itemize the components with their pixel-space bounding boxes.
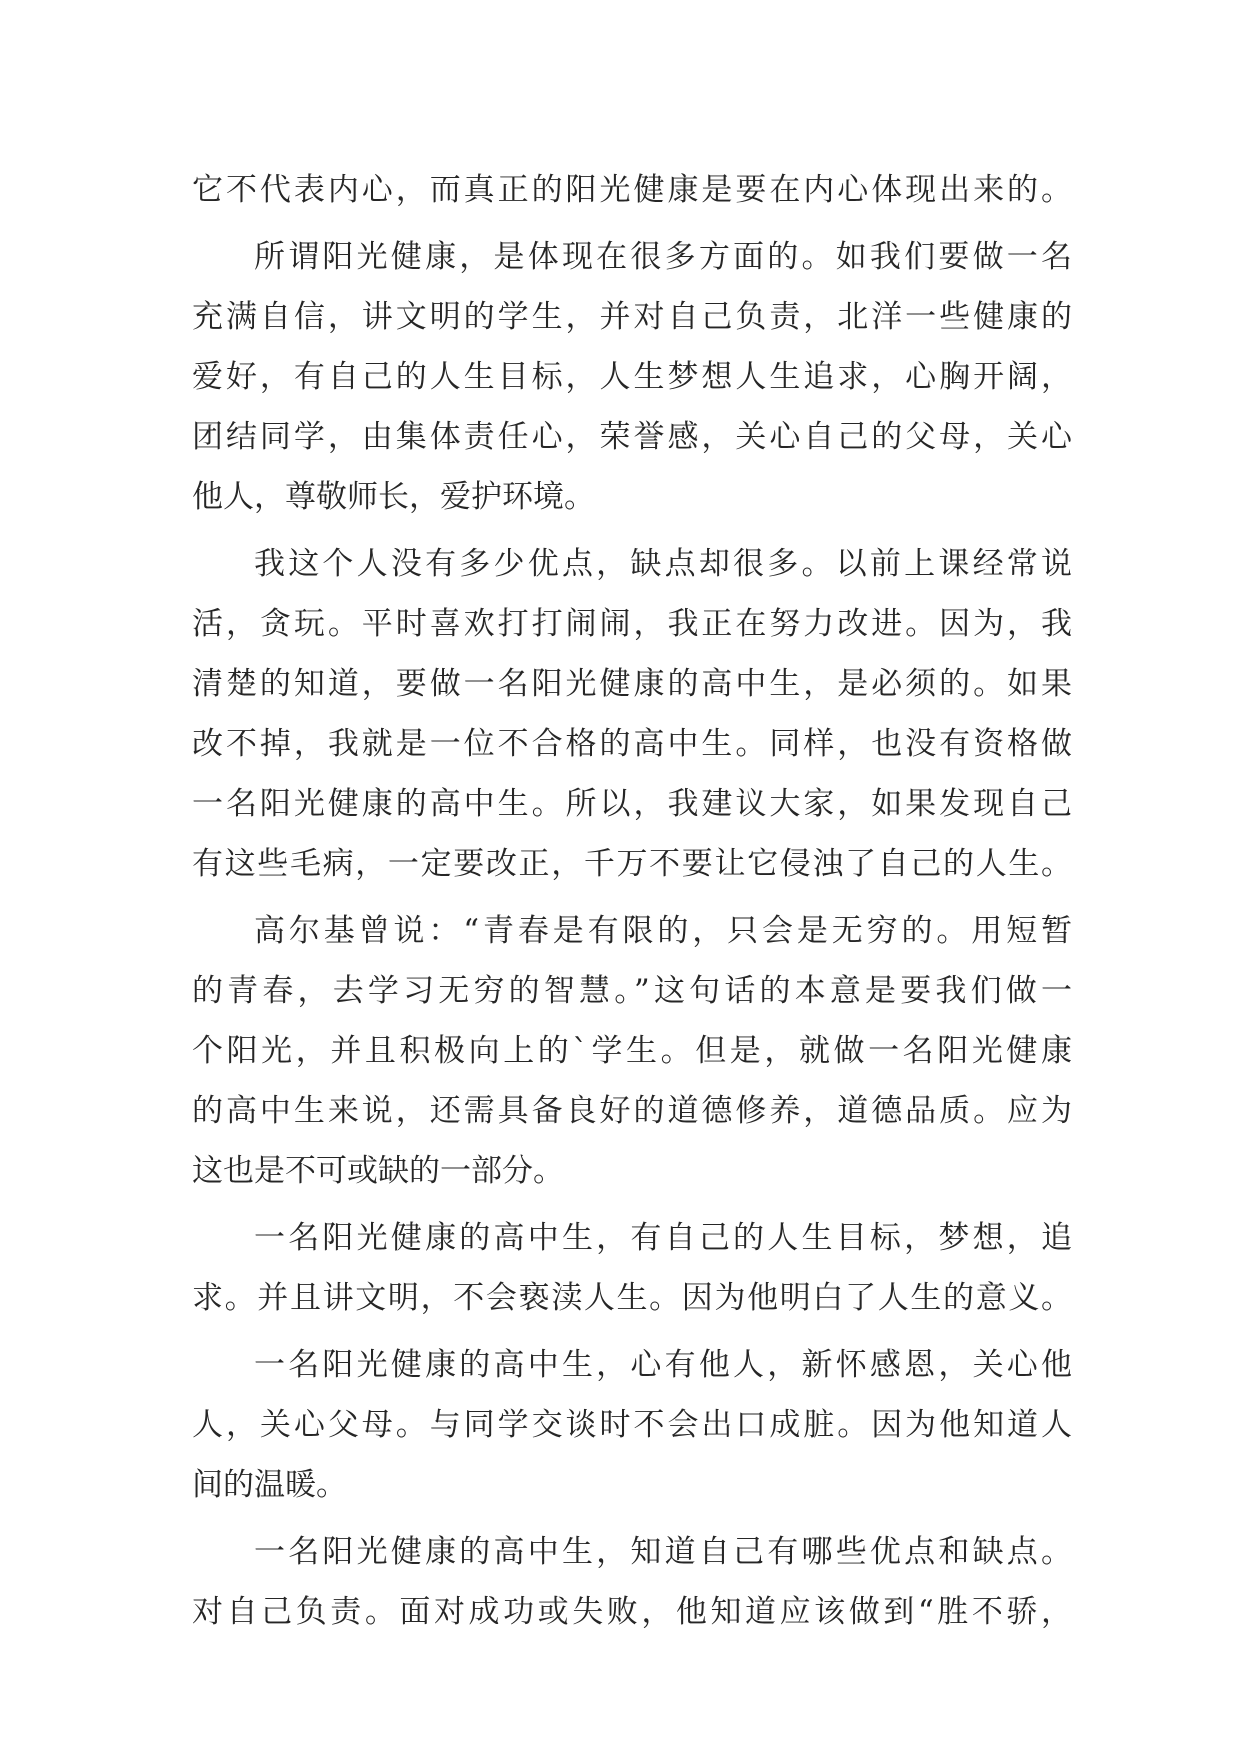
text-line: 充满自信，讲文明的学生，并对自己负责，北洋一些健康的 xyxy=(192,299,1072,335)
paragraph xyxy=(192,1335,1072,1515)
text-line: 改不掉，我就是一位不合格的高中生。同样，也没有资格做 xyxy=(192,726,1072,762)
text-line: 一名阳光健康的高中生。所以，我建议大家，如果发现自己 xyxy=(192,786,1072,822)
text-line: 间的温暖。 xyxy=(192,1467,347,1503)
text-line: 他人，尊敬师长，爱护环境。 xyxy=(192,479,595,515)
text-line: 爱好，有自己的人生目标，人生梦想人生追求，心胸开阔， xyxy=(192,359,1072,395)
text-line: 对自己负责。面对成功或失败，他知道应该做到“胜不骄， xyxy=(192,1594,1072,1630)
paragraph xyxy=(192,534,1072,894)
paragraph xyxy=(192,1208,1072,1328)
text-line: 所谓阳光健康，是体现在很多方面的。如我们要做一名 xyxy=(254,239,1072,275)
text-line: 求。并且讲文明，不会亵渎人生。因为他明白了人生的意义。 xyxy=(192,1280,1072,1316)
text-line: 人，关心父母。与同学交谈时不会出口成脏。因为他知道人 xyxy=(192,1407,1072,1443)
paragraph xyxy=(192,227,1072,527)
text-line: 的高中生来说，还需具备良好的道德修养，道德品质。应为 xyxy=(192,1093,1072,1129)
text-line: 活，贪玩。平时喜欢打打闹闹，我正在努力改进。因为，我 xyxy=(192,606,1072,642)
text-line: 这也是不可或缺的一部分。 xyxy=(192,1153,564,1189)
text-line: 的青春，去学习无穷的智慧。”这句话的本意是要我们做一 xyxy=(192,973,1072,1009)
text-line: 我这个人没有多少优点，缺点却很多。以前上课经常说 xyxy=(254,546,1072,582)
text-line: 清楚的知道，要做一名阳光健康的高中生，是必须的。如果 xyxy=(192,666,1072,702)
text-line: 团结同学，由集体责任心，荣誉感，关心自己的父母，关心 xyxy=(192,419,1072,455)
text-line: 一名阳光健康的高中生，心有他人，新怀感恩，关心他 xyxy=(254,1347,1072,1383)
text-line: 一名阳光健康的高中生，知道自己有哪些优点和缺点。 xyxy=(254,1534,1072,1570)
paragraph xyxy=(192,160,1072,220)
text-line: 它不代表内心，而真正的阳光健康是要在内心体现出来的。 xyxy=(192,172,1072,208)
document-page xyxy=(192,160,1072,1642)
text-line: 一名阳光健康的高中生，有自己的人生目标，梦想，追 xyxy=(254,1220,1072,1256)
text-line: 有这些毛病，一定要改正，千万不要让它侵浊了自己的人生。 xyxy=(192,846,1072,882)
text-line: 个阳光，并且积极向上的`学生。但是，就做一名阳光健康 xyxy=(192,1033,1072,1069)
text-line: 高尔基曾说：“青春是有限的，只会是无穷的。用短暂 xyxy=(254,913,1072,949)
paragraph xyxy=(192,901,1072,1201)
paragraph xyxy=(192,1522,1072,1642)
